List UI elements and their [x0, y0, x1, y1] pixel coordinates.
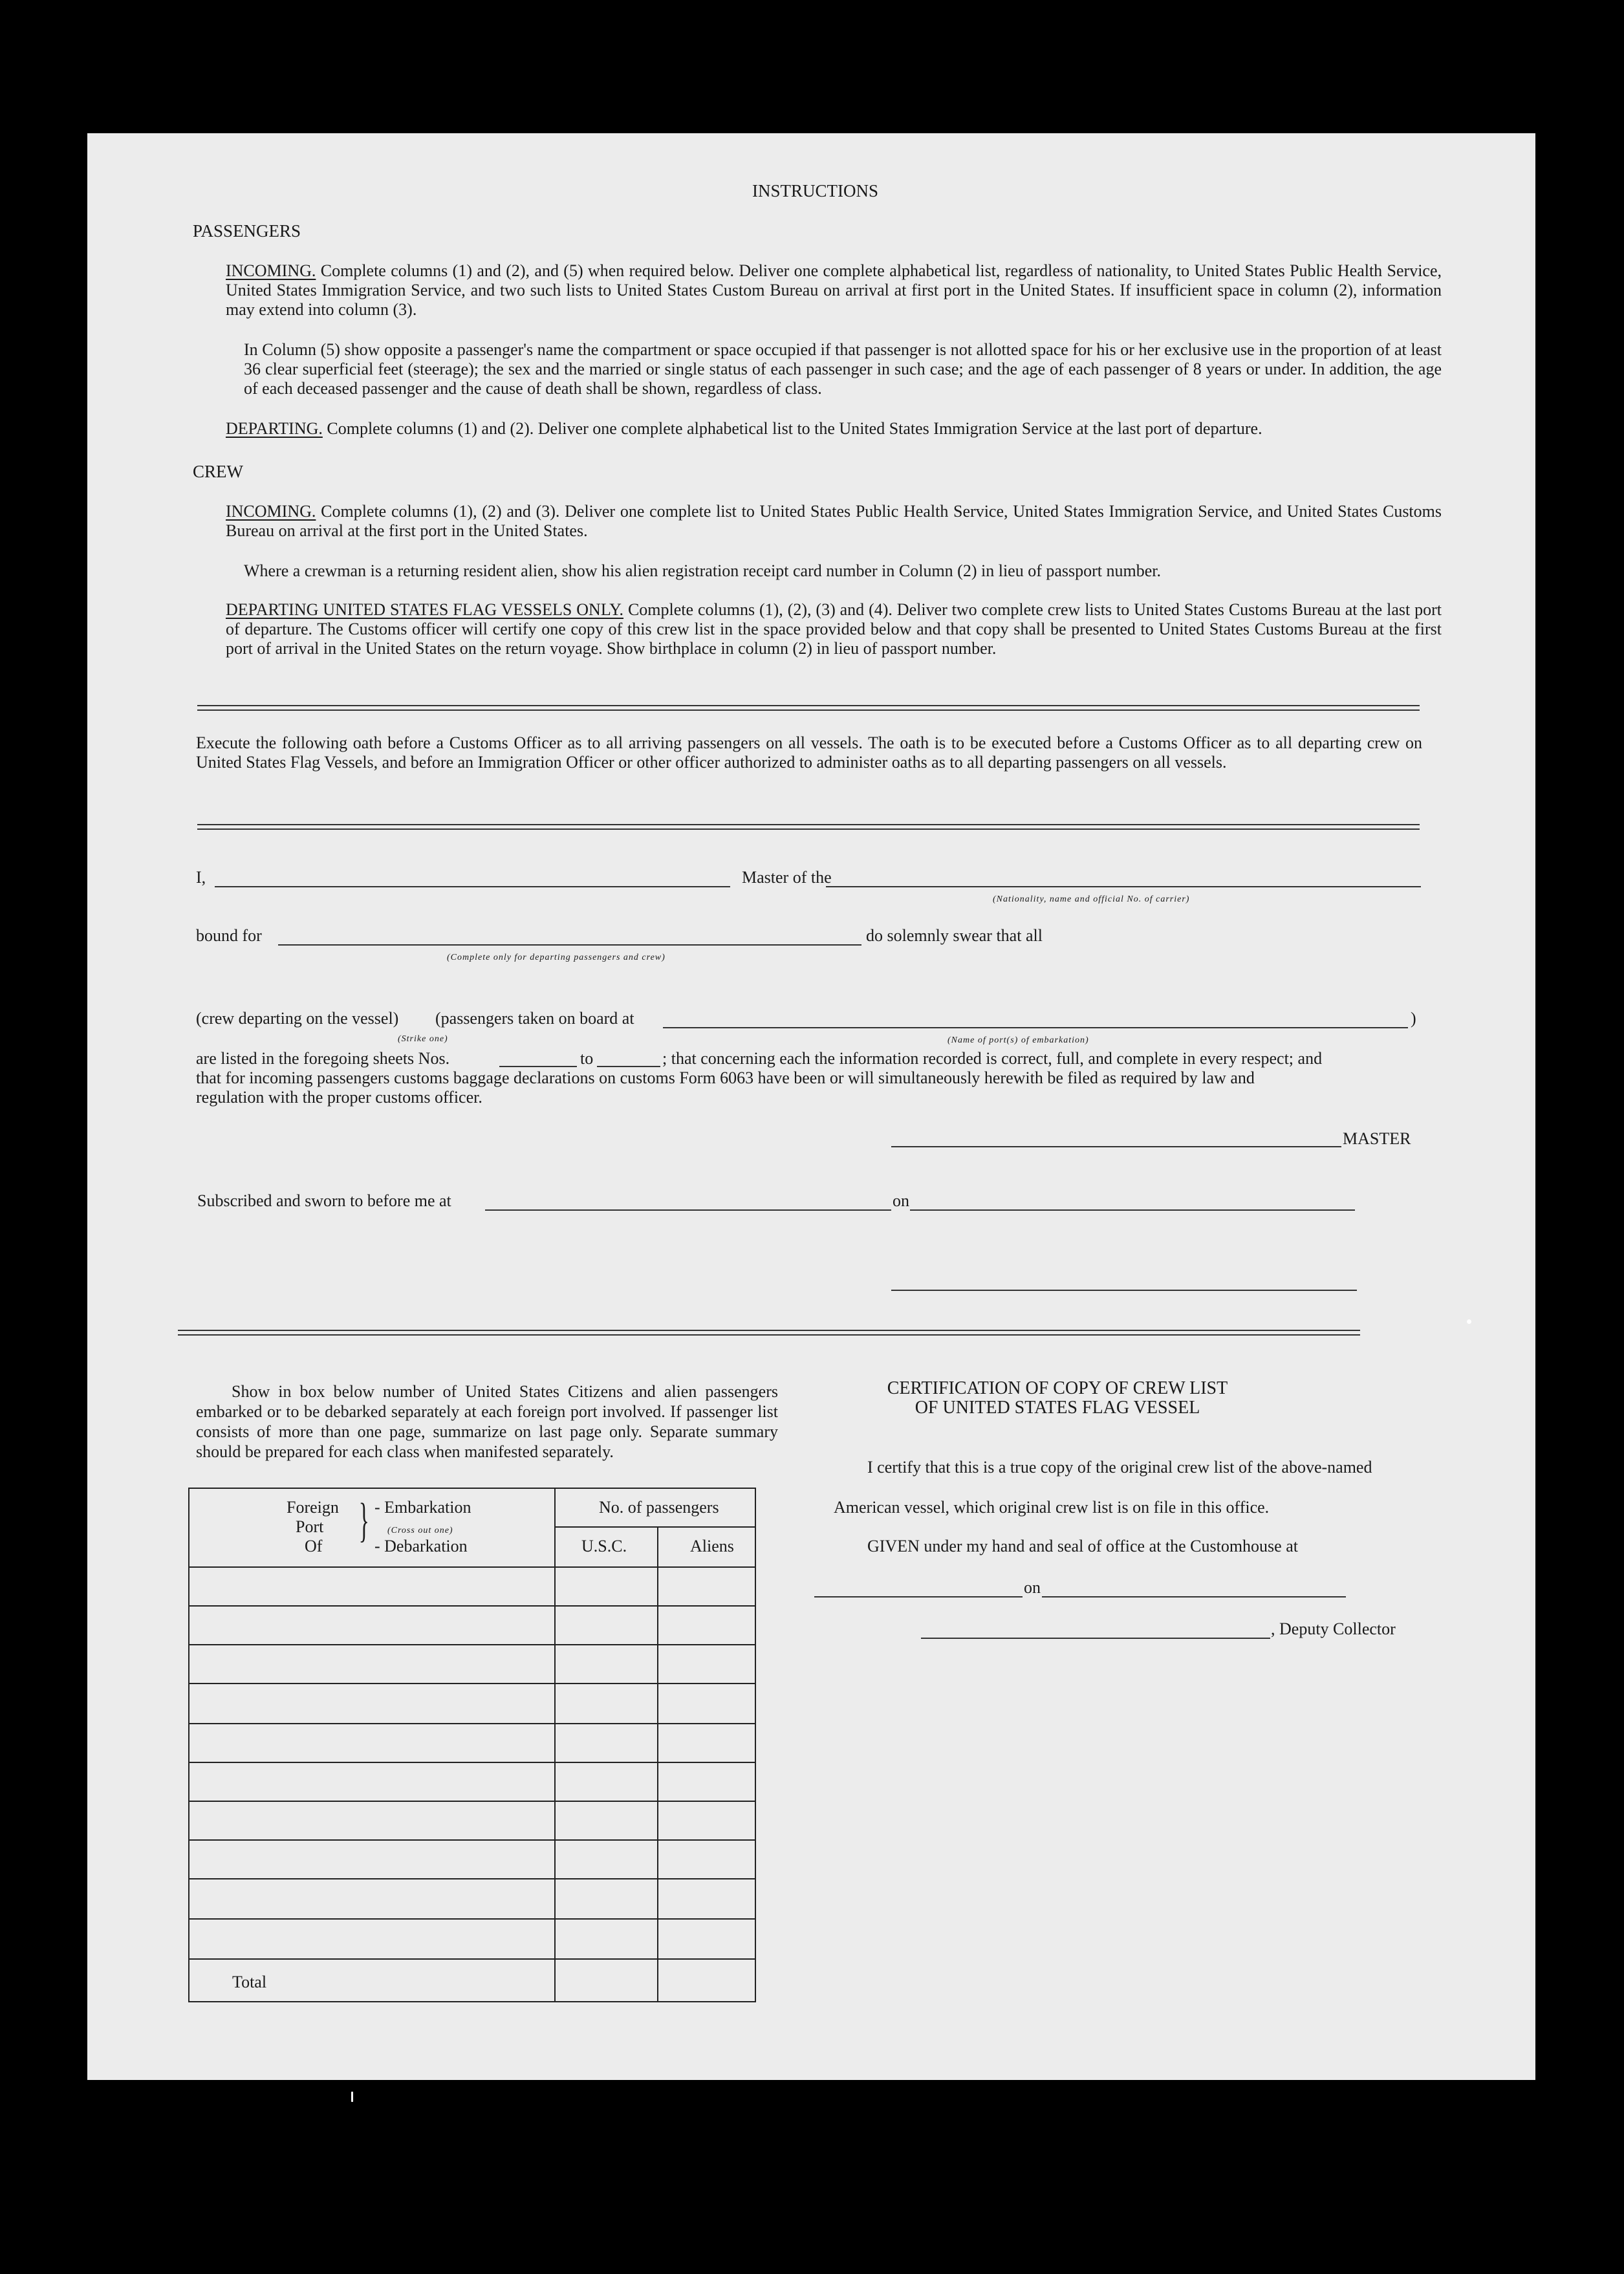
table-header-divider [554, 1526, 755, 1528]
crew-incoming-paragraph [226, 502, 1442, 541]
divider [197, 705, 1420, 711]
table-row [188, 1723, 755, 1724]
col-no-of-passengers: No. of passengers [599, 1498, 719, 1517]
table-col-divider [657, 1526, 658, 2002]
table-col-divider [554, 1488, 556, 2002]
passengers-taken-option: (passengers taken on board at [435, 1009, 634, 1028]
divider [197, 824, 1420, 830]
complete-note: (Complete only for departing passengers and crew) [447, 953, 666, 962]
customhouse-field[interactable] [814, 1596, 1023, 1597]
deputy-signature-field[interactable] [921, 1638, 1270, 1639]
certification-line-3: GIVEN under my hand and seal of office at the Customhouse at [867, 1537, 1298, 1555]
certification-title-2: OF UNITED STATES FLAG VESSEL [915, 1398, 1200, 1418]
oath-intro: Execute the following oath before a Customs Officer as to all arriving passengers on all vessels. The oath is to be executed before a Customs Officer as to all departing crew on United States Flag Vessels, and before an Immigration Officer or other officer authorized to administer oaths as to all departing passengers on all vessels. [196, 733, 1422, 772]
scan-speck [351, 2092, 353, 2102]
master-name-field[interactable] [215, 886, 730, 887]
col-aliens: Aliens [690, 1537, 734, 1555]
crew-departing-label: DEPARTING UNITED STATES FLAG VESSELS ONLY. [226, 600, 624, 619]
subscribed-date-field[interactable] [910, 1209, 1355, 1211]
deputy-collector-label: , Deputy Collector [1271, 1619, 1396, 1638]
table-row [188, 1644, 755, 1645]
oath-i-label: I, [196, 868, 206, 887]
col-port: Port [296, 1517, 324, 1536]
subscribed-place-field[interactable] [485, 1209, 891, 1211]
passengers-incoming-text: Complete columns (1) and (2), and (5) when required below. Deliver one complete alphabetical list, regardless of nationality, to United States Public Health Service, United States Immigration Service, and two such lists to United States Custom Bureau on arrival at first port in the United States. If insufficient space in column (2), information may extend into column (3). [226, 261, 1442, 319]
subscribed-on-label: on [893, 1191, 909, 1210]
certification-title-1: CERTIFICATION OF COPY OF CREW LIST [887, 1378, 1228, 1398]
table-row [188, 1878, 755, 1879]
table-row [188, 1605, 755, 1607]
master-signature-field[interactable] [891, 1146, 1341, 1147]
passengers-incoming-paragraph [226, 261, 1442, 319]
col-usc: U.S.C. [581, 1537, 627, 1555]
certification-on-label: on [1024, 1578, 1041, 1597]
table-total-label: Total [232, 1973, 267, 1991]
subscribed-label: Subscribed and sworn to before me at [197, 1191, 451, 1210]
crew-heading: CREW [193, 462, 243, 481]
col-of: Of [305, 1537, 323, 1555]
cross-out-note: (Cross out one) [387, 1526, 453, 1535]
passengers-departing-label: DEPARTING. [226, 419, 323, 438]
sheets-text-3: that for incoming passengers customs baggage declarations on customs Form 6063 have been or will simultaneously herewith be filed as required by law and [196, 1068, 1255, 1087]
strike-one-note: (Strike one) [398, 1034, 448, 1044]
carrier-field[interactable] [826, 886, 1421, 887]
officer-signature-field[interactable] [891, 1290, 1357, 1291]
sheet-to-field[interactable] [597, 1066, 660, 1067]
table-row [188, 1801, 755, 1802]
passengers-column5-paragraph: In Column (5) show opposite a passenger's name the compartment or space occupied if that passenger is not allotted space for his or her exclusive use in the proportion of at least 36 clear superficial feet (steerage); the sex and the married or single status of each passenger in such case; and the age of each passenger of 8 years or under. In addition, the age of each deceased passenger and the cause of death shall be shown, regardless of class. [244, 340, 1442, 398]
table-row [188, 1566, 755, 1568]
crew-departing-text: Complete columns (1), (2), (3) and (4). Deliver two complete crew lists to United States Customs Bureau at the last port of departure. The Customs officer will certify one copy of this crew list in the space provided below and that copy shall be presented to United States Customs Bureau at the first port of arrival in the United States on the return voyage. Show birthplace in column (2) in lieu of passport number. [226, 600, 1442, 658]
col-foreign: Foreign [287, 1498, 339, 1517]
sheets-to-label: to [580, 1049, 594, 1068]
close-paren: ) [1411, 1009, 1416, 1028]
certification-line-1: I certify that this is a true copy of the original crew list of the above-named [867, 1458, 1372, 1477]
divider [178, 1330, 1360, 1336]
crew-incoming-label: INCOMING. [226, 502, 316, 521]
col-debarkation: - Debarkation [374, 1537, 468, 1555]
bound-for-label: bound for [196, 926, 262, 945]
crew-resident-paragraph: Where a crewman is a returning resident alien, show his alien registration receipt card number in Column (2) in lieu of passport number. [244, 561, 1162, 580]
sheets-text: are listed in the foregoing sheets Nos. [196, 1049, 450, 1068]
passengers-departing-paragraph [226, 419, 1442, 439]
certification-line-2: American vessel, which original crew list is on file in this office. [834, 1498, 1270, 1517]
table-row [188, 1918, 755, 1920]
table-row [188, 1762, 755, 1763]
col-embarkation: - Embarkation [374, 1498, 471, 1517]
crew-departing-paragraph [226, 600, 1442, 658]
passengers-incoming-label: INCOMING. [226, 261, 316, 280]
sheets-text-4: regulation with the proper customs officer. [196, 1088, 482, 1107]
passengers-departing-text: Complete columns (1) and (2). Deliver one complete alphabetical list to the United States Immigration Service at the last port of departure. [327, 419, 1262, 438]
bound-for-field[interactable] [278, 944, 861, 946]
form-page [87, 133, 1535, 2080]
sheet-from-field[interactable] [499, 1066, 577, 1067]
crew-incoming-text: Complete columns (1), (2) and (3). Deliver one complete list to United States Public Health Service, United States Immigration Service, and United States Customs Bureau on arrival at the first port in the United States. [226, 502, 1442, 540]
certification-date-field[interactable] [1042, 1596, 1346, 1597]
port-field[interactable] [663, 1027, 1408, 1028]
master-label: MASTER [1343, 1129, 1411, 1148]
scan-speck [1467, 1319, 1471, 1324]
crew-departing-option: (crew departing on the vessel) [196, 1009, 399, 1028]
port-note: (Name of port(s) of embarkation) [947, 1035, 1089, 1045]
nationality-note: (Nationality, name and official No. of carrier) [993, 894, 1190, 904]
table-row [188, 1683, 755, 1684]
summary-instructions: Show in box below number of United States Citizens and alien passengers embarked or to be debarked separately at each foreign port involved. If passenger list consists of more than one page, summarize on last page only. Separate summary should be prepared for each class when manifested separately. [196, 1382, 778, 1461]
sheets-text-2: ; that concerning each the information recorded is correct, full, and complete in every respect; and [662, 1049, 1323, 1068]
table-row [188, 1958, 755, 1960]
summary-table [188, 1488, 756, 2002]
passengers-heading: PASSENGERS [193, 221, 301, 241]
table-row [188, 1839, 755, 1841]
page-title: INSTRUCTIONS [752, 181, 879, 200]
master-of-label: Master of the [742, 868, 832, 887]
brace-icon: } [358, 1494, 369, 1547]
swear-text: do solemnly swear that all [866, 926, 1043, 945]
